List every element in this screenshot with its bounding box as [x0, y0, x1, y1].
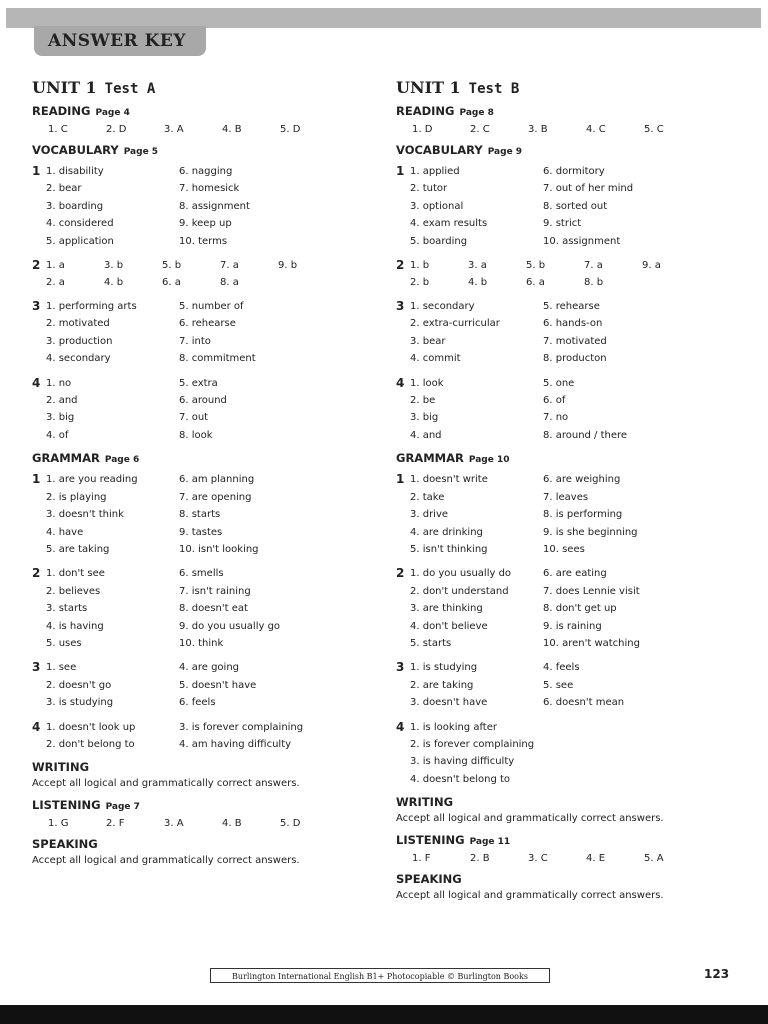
unit-title: UNIT 1: [396, 78, 461, 97]
answer-item: 2. is forever complaining: [410, 738, 535, 750]
answer-list: [410, 375, 543, 445]
grammar-group: [32, 719, 372, 754]
answer-item: 6. are weighing: [543, 474, 621, 486]
answer-item: 7. no: [543, 412, 569, 424]
answer-item: 3. starts: [46, 603, 88, 615]
answer-item: 3. bear: [410, 335, 446, 347]
answer-item: 7. into: [179, 335, 211, 347]
answer-item: 2. D: [106, 124, 127, 135]
answer-item: 3. drive: [410, 509, 449, 521]
vocabulary-group: [32, 257, 372, 291]
vocabulary-group: [396, 375, 736, 445]
listening-page: Page 11: [469, 837, 511, 848]
grammar-label: GRAMMAR: [32, 451, 100, 466]
answer-item: 2. believes: [46, 585, 101, 597]
unit-heading: [32, 78, 372, 97]
answer-list: [46, 163, 179, 250]
answer-item: 1. don't see: [46, 568, 105, 580]
answer-item: 6. a: [526, 277, 545, 289]
answer-item: 6. smells: [179, 568, 224, 580]
answer-item: 1. do you usually do: [410, 568, 512, 580]
writing-heading: [32, 760, 372, 774]
answer-columns: [46, 163, 250, 250]
answer-item: 4. C: [586, 124, 606, 135]
answer-item: 4. are going: [179, 662, 239, 674]
group-number: 2: [32, 258, 41, 273]
reading-page: Page 4: [95, 108, 130, 118]
answer-item: 3. is forever complaining: [179, 721, 304, 733]
unit-title: UNIT 1: [32, 78, 97, 97]
vocabulary-group: [396, 298, 736, 368]
answer-list: [543, 298, 607, 368]
grammar-group: [396, 565, 736, 652]
answer-item: 7. out of her mind: [543, 183, 634, 195]
grammar-page: Page 10: [468, 455, 510, 466]
answer-item: 1. applied: [410, 166, 460, 177]
answer-item: 5. extra: [179, 377, 218, 389]
answer-item: 3. big: [46, 412, 75, 424]
vocabulary-label: VOCABULARY: [396, 143, 483, 157]
answer-item: 8. look: [179, 429, 213, 441]
answer-item: 8. don't get up: [543, 603, 617, 615]
answer-item: 8. sorted out: [543, 200, 608, 212]
answer-item: 6. am planning: [179, 474, 255, 486]
answer-item: 6. nagging: [179, 166, 233, 177]
answer-item: 5. see: [543, 679, 574, 691]
answer-item: 4. have: [46, 526, 84, 538]
listening-label: LISTENING: [32, 798, 101, 813]
answer-list: [46, 375, 179, 445]
answer-item: 4. are drinking: [410, 526, 483, 538]
answer-item: 4. exam results: [410, 218, 488, 230]
answer-list: [179, 375, 227, 445]
writing-label: WRITING: [396, 795, 454, 810]
answer-list: [410, 298, 543, 368]
speaking-heading: [396, 872, 736, 886]
answer-item: 8. is performing: [543, 509, 623, 521]
answer-list: [46, 471, 179, 558]
answer-columns: [410, 298, 607, 368]
answer-item: 1. look: [410, 377, 444, 389]
answer-item: 3. A: [164, 124, 184, 135]
listening-heading: [396, 833, 736, 847]
answer-item: 5. uses: [46, 637, 82, 649]
answer-item: 4. of: [46, 429, 69, 441]
answer-item: 1. D: [412, 124, 433, 135]
writing-label: WRITING: [32, 760, 90, 775]
unit-heading: [396, 78, 736, 97]
group-number: 3: [396, 660, 405, 675]
answer-item: 6. doesn't mean: [543, 697, 625, 709]
answer-item: 1. doesn't look up: [46, 721, 136, 733]
answer-item: 1. C: [48, 124, 68, 135]
answer-item: 4. B: [222, 124, 242, 135]
answer-item: 6. around: [179, 395, 227, 407]
answer-item: 2. doesn't go: [46, 679, 112, 691]
answer-item: 2. tutor: [410, 183, 448, 195]
answer-item: 6. feels: [179, 697, 216, 709]
answer-item: 8. a: [220, 277, 239, 289]
reading-page: Page 8: [459, 108, 494, 118]
group-number: 4: [32, 719, 41, 734]
answer-item: 7. leaves: [543, 491, 589, 503]
answer-item: 2. extra-curricular: [410, 318, 500, 330]
answer-item: 10. sees: [543, 543, 585, 555]
grammar-heading: [32, 451, 372, 465]
answer-item: 5. one: [543, 377, 575, 389]
answer-list: [543, 471, 638, 558]
answer-item: [278, 274, 336, 291]
reading-answers: [48, 124, 372, 135]
answer-item: 7. homesick: [179, 183, 240, 195]
answer-grid: [46, 257, 336, 291]
answer-item: 10. assignment: [543, 235, 621, 247]
answer-item: 6. are eating: [543, 568, 607, 580]
answer-item: 1. see: [46, 662, 77, 674]
listening-label: LISTENING: [396, 833, 465, 848]
grammar-group: [396, 471, 736, 558]
group-number: 1: [396, 164, 405, 178]
group-number: 2: [32, 566, 41, 581]
answer-item: 1. is studying: [410, 662, 478, 674]
group-number: 3: [32, 299, 41, 314]
vocabulary-group: [32, 298, 372, 368]
answer-item: 9. tastes: [179, 526, 223, 538]
answer-item: 3. big: [410, 412, 439, 424]
answer-list: [543, 163, 633, 250]
answer-item: 10. terms: [179, 235, 228, 247]
answer-item: 2. a: [46, 277, 65, 289]
answer-item: 8. assignment: [179, 200, 250, 212]
grammar-page: Page 6: [104, 455, 140, 466]
reading-heading: [32, 104, 372, 118]
group-number: 1: [32, 164, 41, 178]
answer-list: [543, 565, 640, 652]
group-number: 3: [32, 660, 41, 675]
listening-page: Page 7: [105, 802, 140, 813]
vocabulary-group: [396, 257, 736, 291]
answer-item: 5. A: [644, 853, 664, 865]
answer-item: 2. don't belong to: [46, 738, 135, 750]
answer-item: 1. no: [46, 377, 72, 389]
answer-item: 1. F: [412, 853, 431, 865]
answer-item: 5. boarding: [410, 235, 468, 247]
answer-item: 2. motivated: [46, 318, 110, 330]
answer-item: 2. bear: [46, 183, 82, 195]
answer-item: 3. boarding: [46, 200, 104, 212]
answer-item: 8. around / there: [543, 429, 628, 441]
answer-list: [179, 471, 259, 558]
answer-item: 3. is having difficulty: [410, 756, 515, 768]
answer-item: 9. do you usually go: [179, 620, 281, 632]
answer-columns: [410, 163, 633, 250]
answer-item: 4. E: [586, 853, 606, 865]
answer-item: 10. aren't watching: [543, 637, 640, 649]
answer-list: [179, 163, 250, 250]
answer-item: 3. C: [528, 853, 548, 865]
answer-item: 2. take: [410, 491, 445, 503]
answer-item: 8. b: [584, 277, 604, 289]
top-bar: [6, 8, 761, 28]
answer-list: [179, 298, 256, 368]
answer-item: 1. are you reading: [46, 474, 138, 486]
group-number: 2: [396, 258, 405, 273]
group-number: 4: [32, 375, 41, 390]
answer-list: [46, 565, 179, 652]
answer-item: 3. are thinking: [410, 603, 483, 615]
grammar-group: [396, 659, 736, 711]
answer-list: [46, 719, 179, 754]
answer-item: 4. b: [468, 277, 488, 289]
answer-item: 2. are taking: [410, 679, 474, 691]
answer-item: 7. out: [179, 412, 209, 424]
group-number: 2: [396, 566, 405, 581]
answer-item: 2. B: [470, 853, 490, 865]
answer-item: 2. C: [470, 124, 490, 135]
answer-item: 9. a: [642, 260, 661, 272]
answer-item: 7. isn't raining: [179, 585, 251, 597]
vocabulary-heading: [32, 143, 372, 157]
grammar-group: [396, 719, 736, 789]
speaking-label: SPEAKING: [32, 837, 98, 852]
answer-item: 9. b: [278, 260, 298, 272]
answer-list: [410, 659, 543, 711]
bottom-bar: [0, 1005, 768, 1024]
column-test-b: [396, 78, 736, 910]
page-number: 123: [704, 967, 730, 981]
answer-columns: [410, 719, 534, 789]
answer-item: 4. is having: [46, 620, 104, 632]
answer-item: 5. rehearse: [543, 301, 600, 313]
answer-item: 1. secondary: [410, 301, 475, 313]
answer-list: [179, 719, 303, 754]
answer-item: 3. A: [164, 818, 184, 830]
reading-answers: [412, 124, 736, 135]
answer-item: 1. G: [48, 818, 69, 830]
answer-item: 2. be: [410, 395, 436, 407]
answer-item: 4. B: [222, 818, 242, 830]
answer-item: 1. is looking after: [410, 721, 497, 733]
listening-answers: [48, 818, 372, 829]
answer-item: 6. rehearse: [179, 318, 236, 330]
answer-item: 4. am having difficulty: [179, 738, 292, 750]
answer-columns: [46, 565, 280, 652]
answer-item: 4. commit: [410, 353, 461, 365]
answer-columns: [410, 375, 627, 445]
answer-list: [543, 375, 627, 445]
answer-item: 5. D: [280, 818, 301, 830]
answer-item: 1. a: [46, 260, 65, 272]
vocabulary-page: Page 9: [487, 147, 523, 157]
group-number: 3: [396, 299, 405, 314]
answer-list: [46, 298, 179, 368]
answer-item: 8. commitment: [179, 353, 256, 365]
answer-columns: [410, 659, 624, 711]
answer-item: 2. don't understand: [410, 585, 509, 597]
test-title: Test A: [104, 81, 156, 97]
vocabulary-group: [32, 163, 372, 250]
answer-item: 6. hands-on: [543, 318, 603, 330]
speaking-text: Accept all logical and grammatically correct answers.: [396, 890, 664, 902]
answer-item: 6. of: [543, 395, 566, 407]
answer-item: 3. production: [46, 335, 113, 347]
group-number: 1: [396, 472, 405, 487]
answer-item: 6. a: [162, 277, 181, 289]
answer-list: [410, 719, 534, 789]
answer-key-title: ANSWER KEY: [48, 31, 186, 51]
answer-list: [410, 565, 543, 652]
answer-item: 4. feels: [543, 662, 580, 674]
answer-list: [46, 659, 179, 711]
answer-item: 4. secondary: [46, 353, 111, 365]
answer-item: 5. b: [526, 260, 546, 272]
answer-list: [179, 565, 280, 652]
answer-item: 8. starts: [179, 509, 221, 521]
answer-item: 6. dormitory: [543, 166, 605, 177]
grammar-group: [32, 565, 372, 652]
answer-columns: [46, 719, 303, 754]
answer-item: 3. a: [468, 260, 487, 272]
answer-grid: [410, 257, 700, 291]
listening-heading: [32, 798, 372, 812]
answer-columns: [46, 298, 256, 368]
reading-heading: [396, 104, 736, 118]
answer-item: 5. starts: [410, 637, 452, 649]
answer-item: 9. strict: [543, 218, 582, 230]
answer-item: 9. is raining: [543, 620, 602, 632]
answer-item: 4. considered: [46, 218, 114, 230]
answer-item: 7. motivated: [543, 335, 607, 347]
reading-label: READING: [396, 104, 455, 118]
answer-item: 5. are taking: [46, 543, 110, 555]
answer-columns: [46, 375, 227, 445]
answer-item: 3. b: [104, 260, 124, 272]
answer-item: 9. is she beginning: [543, 526, 638, 538]
answer-item: 5. C: [644, 124, 664, 135]
answer-item: [642, 274, 700, 291]
answer-item: 5. D: [280, 124, 301, 135]
answer-item: 10. isn't looking: [179, 543, 259, 555]
answer-list: [543, 659, 624, 711]
answer-list: [410, 471, 543, 558]
answer-item: 4. doesn't belong to: [410, 773, 511, 785]
answer-item: 5. application: [46, 235, 114, 247]
answer-item: 4. don't believe: [410, 620, 488, 632]
group-number: 4: [396, 375, 405, 390]
vocabulary-group: [396, 163, 736, 250]
answer-item: 1. doesn't write: [410, 474, 488, 486]
answer-item: 3. doesn't think: [46, 509, 124, 521]
answer-item: 1. b: [410, 260, 430, 272]
grammar-heading: [396, 451, 736, 465]
answer-item: 8. producton: [543, 353, 607, 365]
answer-list: [410, 163, 543, 250]
answer-item: 5. doesn't have: [179, 679, 257, 691]
grammar-label: GRAMMAR: [396, 451, 464, 466]
answer-item: 8. doesn't eat: [179, 603, 248, 615]
grammar-group: [32, 471, 372, 558]
speaking-heading: [32, 837, 372, 851]
group-number: 4: [396, 719, 405, 734]
vocabulary-page: Page 5: [123, 147, 159, 157]
speaking-text: Accept all logical and grammatically correct answers.: [32, 855, 300, 867]
answer-item: 3. is studying: [46, 697, 114, 709]
speaking-label: SPEAKING: [396, 872, 462, 887]
answer-columns: [46, 659, 256, 711]
vocabulary-group: [32, 375, 372, 445]
answer-list: [179, 659, 256, 711]
answer-columns: [46, 471, 259, 558]
answer-item: 2. and: [46, 395, 78, 407]
column-test-a: [32, 78, 372, 875]
answer-item: 1. performing arts: [46, 301, 137, 313]
listening-answers: [412, 853, 736, 864]
writing-text: Accept all logical and grammatically correct answers.: [396, 813, 664, 825]
answer-item: 10. think: [179, 637, 224, 649]
answer-item: 5. number of: [179, 301, 244, 313]
test-title: Test B: [468, 81, 520, 97]
answer-item: 7. does Lennie visit: [543, 585, 640, 597]
vocabulary-label: VOCABULARY: [32, 143, 119, 157]
answer-item: 5. isn't thinking: [410, 543, 488, 555]
answer-item: 4. and: [410, 429, 442, 441]
writing-heading: [396, 795, 736, 809]
answer-item: 3. doesn't have: [410, 697, 488, 709]
answer-item: 5. b: [162, 260, 182, 272]
answer-columns: [410, 471, 638, 558]
reading-label: READING: [32, 104, 91, 118]
answer-columns: [410, 565, 640, 652]
answer-item: 3. optional: [410, 200, 464, 212]
writing-text: Accept all logical and grammatically correct answers.: [32, 778, 300, 790]
answer-item: 7. are opening: [179, 491, 252, 503]
answer-item: 9. keep up: [179, 218, 232, 230]
footer-copyright: Burlington International English B1+ Photocopiable © Burlington Books: [210, 968, 550, 983]
answer-item: 1. disability: [46, 166, 104, 177]
group-number: 1: [32, 472, 41, 487]
answer-item: 2. b: [410, 277, 430, 289]
vocabulary-heading: [396, 143, 736, 157]
grammar-group: [32, 659, 372, 711]
answer-item: 2. is playing: [46, 491, 107, 503]
answer-item: 7. a: [584, 260, 603, 272]
answer-key-tab: [34, 26, 206, 56]
answer-item: 3. B: [528, 124, 548, 135]
answer-item: 2. F: [106, 818, 125, 830]
answer-item: 4. b: [104, 277, 124, 289]
answer-item: 7. a: [220, 260, 239, 272]
